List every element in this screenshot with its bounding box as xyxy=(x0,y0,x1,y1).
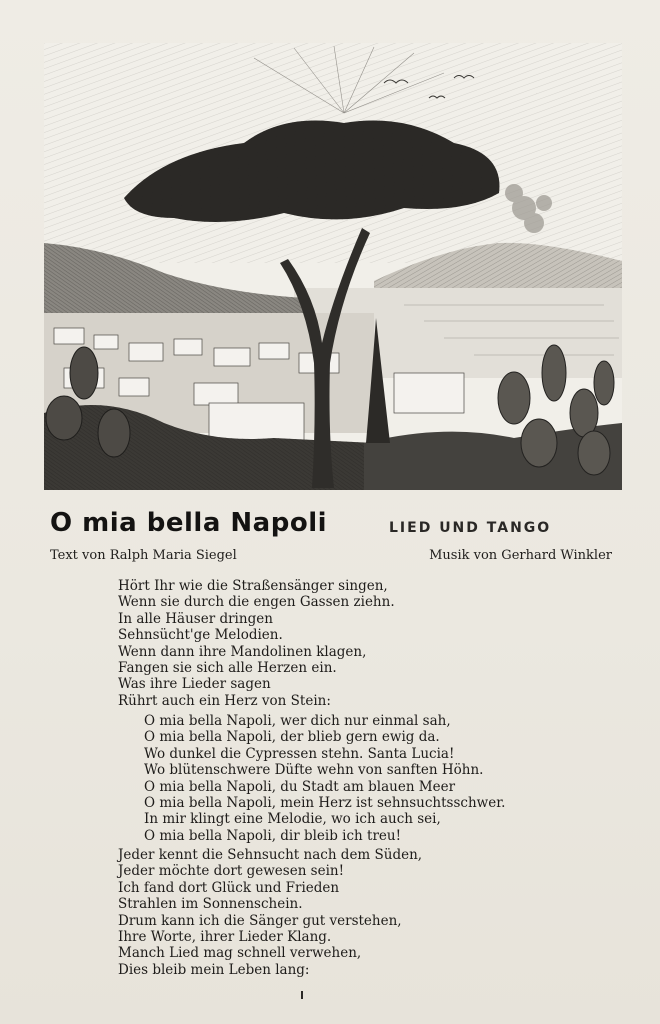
continuation-mark xyxy=(301,991,303,999)
verse-1 xyxy=(118,578,395,709)
lyric-line: Manch Lied mag schnell verwehen, xyxy=(118,945,362,962)
lyric-line: In mir klingt eine Melodie, wo ich auch sei, xyxy=(144,811,441,828)
lyric-line: Was ihre Lieder sagen xyxy=(118,676,271,693)
song-subtitle: LIED UND TANGO xyxy=(389,520,552,536)
composer-credit: Musik von Gerhard Winkler xyxy=(429,548,612,563)
lyric-line: Jeder kennt die Sehnsucht nach dem Süden, xyxy=(118,847,423,863)
lyric-line: Drum kann ich die Sänger gut verstehen, xyxy=(118,912,402,929)
lyric-line: Jeder möchte dort gewesen sein! xyxy=(118,863,345,880)
verse-2 xyxy=(118,847,422,978)
lyric-line: O mia bella Napoli, der blieb gern ewig da. xyxy=(144,729,440,746)
lyric-line: O mia bella Napoli, dir bleib ich treu! xyxy=(144,827,402,844)
lyricist-credit: Text von Ralph Maria Siegel xyxy=(50,548,237,563)
lyric-line: Rührt auch ein Herz von Stein: xyxy=(118,692,331,709)
naples-illustration xyxy=(44,43,622,490)
lyric-line: Wenn sie durch die engen Gassen ziehn. xyxy=(118,594,395,611)
lyric-line: Ihre Worte, ihrer Lieder Klang. xyxy=(118,929,332,946)
lyric-line: Hört Ihr wie die Straßensänger singen, xyxy=(118,578,388,594)
lyric-line: Sehnsücht'ge Melodien. xyxy=(118,627,283,644)
lyric-line: Fangen sie sich alle Herzen ein. xyxy=(118,660,337,677)
lyric-line: O mia bella Napoli, mein Herz ist sehnsuchtsschwer. xyxy=(144,795,506,812)
lyric-line: Ich fand dort Glück und Frieden xyxy=(118,879,340,896)
lyric-line: Dies bleib mein Leben lang: xyxy=(118,961,310,978)
lyric-line: In alle Häuser dringen xyxy=(118,610,273,627)
lyric-line: O mia bella Napoli, wer dich nur einmal sah, xyxy=(144,713,451,729)
lyric-line: Wo dunkel die Cypressen stehn. Santa Lucia! xyxy=(144,745,455,762)
lyric-line: Wo blütenschwere Düfte wehn von sanften Höhn. xyxy=(144,762,484,779)
refrain xyxy=(144,713,505,844)
lyric-line: Strahlen im Sonnenschein. xyxy=(118,896,303,913)
song-title: O mia bella Napoli xyxy=(50,508,328,538)
credits xyxy=(50,548,612,568)
title-row xyxy=(50,508,620,548)
lyric-line: O mia bella Napoli, du Stadt am blauen Meer xyxy=(144,778,456,795)
lyric-line: Wenn dann ihre Mandolinen klagen, xyxy=(118,643,367,660)
